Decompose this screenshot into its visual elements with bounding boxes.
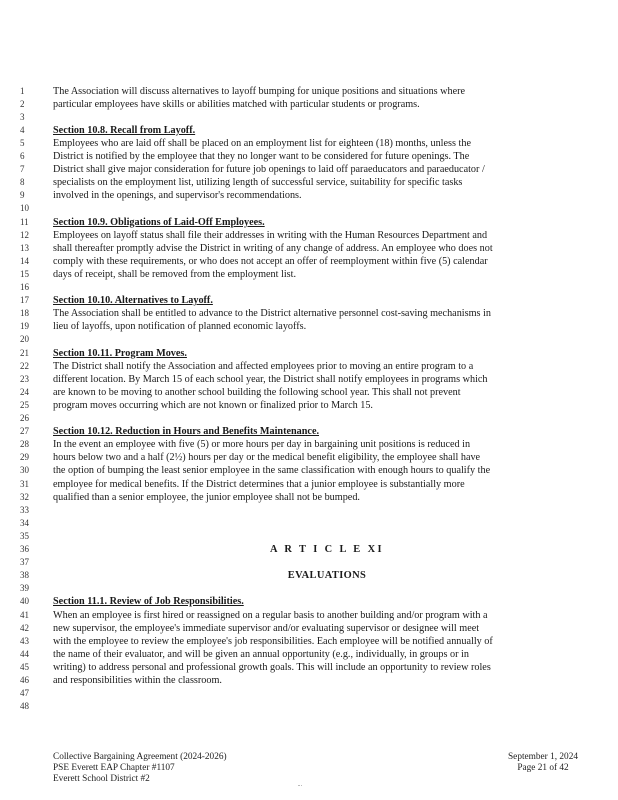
line-text: the option of bumping the least senior employee in the same classification with enough hours to qualify the [53, 465, 491, 477]
article-heading: A R T I C L E XI [270, 544, 384, 555]
line-text: Employees who are laid off shall be placed on an employment list for eighteen (18) months, unless the [53, 137, 471, 149]
document-line [0, 464, 618, 477]
line-text: In the event an employee with five (5) or more hours per day in bargaining unit positions is reduced in [53, 439, 471, 451]
document-line [0, 189, 618, 202]
line-text: hours below two and a half (2½) hours per day or the medical benefit eligibility, the employee shall have [53, 452, 481, 464]
line-number: 37 [20, 557, 29, 568]
footer-chapter: PSE Everett EAP Chapter #1107 [53, 763, 175, 773]
document-line [0, 229, 618, 242]
footer-district: Everett School District #2 [53, 774, 150, 784]
line-text: are known to be moving to another school building the following school year. This shall not prevent [53, 386, 461, 398]
document-line [0, 399, 618, 412]
section-heading: Section 11.1. Review of Job Responsibilities. [53, 596, 244, 608]
document-line [0, 255, 618, 268]
section-heading: Section 10.12. Reduction in Hours and Benefits Maintenance. [53, 426, 320, 438]
line-text: and responsibilities within the classroom. [53, 675, 222, 686]
footer-agreement-title: Collective Bargaining Agreement (2024-2026) [53, 752, 227, 762]
line-text: program moves occurring which are not known or finalized prior to March 15. [53, 399, 373, 411]
line-number: 3 [20, 111, 25, 122]
line-number: 38 [20, 570, 29, 581]
document-line [0, 268, 618, 281]
line-number: 39 [20, 583, 29, 594]
document-line [0, 438, 618, 451]
line-text: new supervisor, the employee's immediate supervisor and/or evaluating supervisor or designee will meet [53, 622, 480, 634]
line-text: qualified than a senior employee, the junior employee shall not be bumped. [53, 491, 360, 503]
line-text: involved in the openings, and supervisor's recommendations. [53, 190, 302, 202]
document-line [0, 478, 618, 491]
document-line [0, 425, 618, 438]
document-line [0, 85, 618, 98]
line-number: 13 [20, 242, 29, 253]
document-line [0, 124, 618, 137]
document-line [0, 517, 618, 530]
line-text: writing) to address personal and professional growth goals. This will include an opportunity to review roles [53, 661, 491, 673]
line-number: 41 [20, 609, 29, 620]
document-line [0, 163, 618, 176]
line-number: 24 [20, 386, 29, 397]
line-text: The Association will discuss alternatives to layoff bumping for unique positions and situations where [53, 85, 466, 97]
line-number: 27 [20, 426, 29, 437]
line-number: 48 [20, 701, 29, 712]
document-line [0, 150, 618, 163]
document-line [0, 347, 618, 360]
line-number: 7 [20, 164, 25, 175]
line-number: 46 [20, 675, 29, 685]
line-text: particular employees have skills or abilities matched with particular students or programs. [53, 98, 420, 110]
document-line [0, 202, 618, 215]
line-number: 17 [20, 295, 29, 306]
line-text: The District shall notify the Association and affected employees prior to moving an entire program to a [53, 360, 474, 372]
line-number: 35 [20, 530, 29, 541]
line-number: 47 [20, 688, 29, 699]
line-number: 4 [20, 124, 25, 135]
footer-left [53, 752, 227, 785]
line-number: 5 [20, 137, 25, 148]
section-heading: Section 10.9. Obligations of Laid-Off Employees. [53, 216, 265, 228]
footer-page-number: Page 21 of 42 [517, 763, 569, 773]
line-number: 31 [20, 478, 29, 489]
document-line [0, 360, 618, 373]
section-heading: Section 10.11. Program Moves. [53, 347, 187, 359]
document-line [0, 333, 618, 346]
line-number: 16 [20, 282, 29, 292]
document-line [0, 216, 618, 229]
line-number: 20 [20, 334, 29, 345]
document-line [0, 294, 618, 307]
line-number: 15 [20, 268, 29, 279]
line-number: 9 [20, 190, 25, 201]
document-line [0, 373, 618, 386]
document-line [0, 137, 618, 150]
document-line [0, 582, 618, 595]
line-number: 11 [20, 216, 29, 227]
line-number: 2 [20, 98, 25, 109]
line-number: 18 [20, 308, 29, 319]
document-line [0, 595, 618, 608]
line-text: the name of their evaluator, and will be given an annual opportunity (e.g., individually, in groups or in [53, 648, 469, 660]
document-line [0, 307, 618, 320]
section-heading: Section 10.8. Recall from Layoff. [53, 124, 196, 136]
line-number: 25 [20, 399, 29, 410]
line-text: Employees on layoff status shall file their addresses in writing with the Human Resources Department and [53, 229, 488, 241]
line-text: shall thereafter promptly advise the District in writing of any change of address. An employee who does not [53, 242, 493, 254]
scan-mark [298, 785, 302, 788]
document-line [0, 543, 618, 556]
document-line [0, 635, 618, 648]
document-line [0, 530, 618, 543]
document-line [0, 661, 618, 674]
document-line [0, 491, 618, 504]
document-line [0, 609, 618, 622]
footer-right [508, 752, 578, 774]
line-number: 14 [20, 255, 29, 266]
line-text: specialists on the employment list, utilizing length of successful service, suitability for specific tasks [53, 177, 463, 189]
line-number: 22 [20, 360, 29, 371]
line-number: 6 [20, 151, 25, 161]
line-text: District is notified by the employee that they no longer want to be considered for future openings. The [53, 151, 470, 162]
document-line [0, 111, 618, 124]
line-text: different location. By March 15 of each school year, the District shall notify employees in programs which [53, 373, 488, 385]
line-text: The Association shall be entitled to advance to the District alternative personnel cost-saving mechanisms in [53, 308, 491, 320]
line-number: 8 [20, 177, 25, 188]
line-number: 44 [20, 648, 29, 659]
line-number: 1 [20, 85, 25, 96]
line-number: 40 [20, 596, 29, 607]
document-line [0, 556, 618, 569]
line-number: 34 [20, 517, 29, 528]
line-number: 30 [20, 465, 29, 476]
line-text: When an employee is first hired or reassigned on a regular basis to another building and/or program with a [53, 609, 488, 621]
document-line [0, 412, 618, 425]
line-number: 42 [20, 622, 29, 633]
document-line [0, 648, 618, 661]
line-number: 21 [20, 347, 29, 358]
footer-date: September 1, 2024 [508, 752, 578, 762]
document-line [0, 674, 618, 687]
document-line [0, 622, 618, 635]
document-line [0, 242, 618, 255]
line-text: with the employee to review the employee's job responsibilities. Each employee will be notified annually of [53, 635, 493, 647]
line-number: 26 [20, 413, 29, 423]
section-heading: Section 10.10. Alternatives to Layoff. [53, 295, 213, 307]
line-text: comply with these requirements, or who does not accept an offer of reemployment within five (5) calendar [53, 255, 488, 267]
line-number: 36 [20, 544, 29, 554]
document-line [0, 687, 618, 700]
document-line [0, 504, 618, 517]
line-number: 19 [20, 321, 29, 332]
document-line [0, 569, 618, 582]
line-number: 29 [20, 452, 29, 463]
line-text: District shall give major consideration for future job openings to laid off paraeducators and paraeducator / [53, 164, 485, 176]
document-line [0, 320, 618, 333]
document-line [0, 700, 618, 713]
document-line [0, 98, 618, 111]
document-line [0, 176, 618, 189]
document-line [0, 281, 618, 294]
line-number: 23 [20, 373, 29, 384]
document-line [0, 451, 618, 464]
line-number: 33 [20, 504, 29, 515]
line-number: 45 [20, 661, 29, 672]
line-number: 32 [20, 491, 29, 502]
line-text: days of receipt, shall be removed from the employment list. [53, 268, 297, 280]
line-number: 12 [20, 229, 29, 240]
line-number: 10 [20, 203, 29, 214]
line-text: lieu of layoffs, upon notification of planned economic layoffs. [53, 321, 307, 333]
line-number: 43 [20, 635, 29, 646]
line-number: 28 [20, 439, 29, 450]
article-title: EVALUATIONS [287, 570, 367, 582]
document-line [0, 386, 618, 399]
line-text: employee for medical benefits. If the District determines that a junior employee is substantially more [53, 478, 465, 490]
